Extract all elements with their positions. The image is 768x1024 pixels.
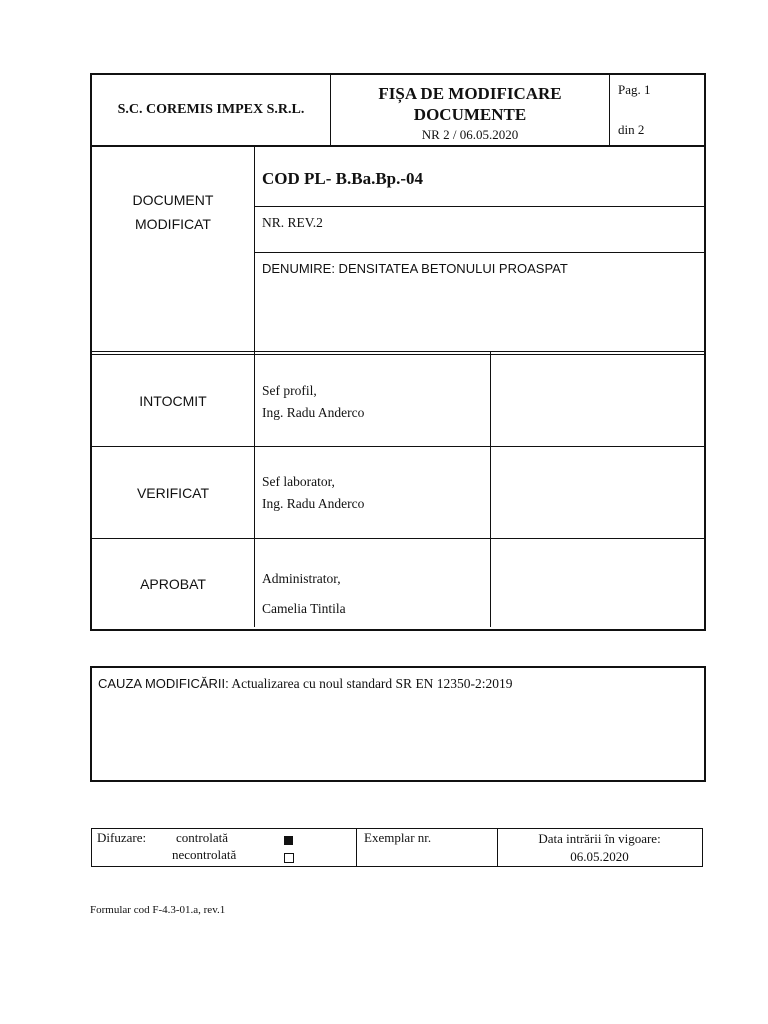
page-total: din 2 <box>618 122 645 137</box>
cause-text <box>98 676 513 692</box>
column-divider <box>490 352 491 627</box>
form-code: Formular cod F-4.3-01.a, rev.1 <box>90 904 226 916</box>
uncontrolled-checkbox[interactable] <box>284 853 294 863</box>
form-number: NR 2 / 06.05.2020 <box>421 127 519 142</box>
company-name: S.C. COREMIS IMPEX S.R.L. <box>117 102 305 117</box>
section-divider <box>92 351 704 352</box>
effective-date-label: Data intrării în vigoare: <box>538 831 661 846</box>
row-divider <box>92 538 704 539</box>
row-divider <box>92 446 704 447</box>
row-divider <box>255 252 704 253</box>
form-title-line1: FIȘA DE MODIFICARE <box>378 84 562 103</box>
controlled-label: controlată <box>176 830 228 845</box>
effective-date-cell <box>498 830 701 866</box>
role-intocmit: INTOCMIT <box>139 393 207 409</box>
row-divider <box>255 206 704 207</box>
column-divider <box>356 828 357 867</box>
section-divider <box>92 354 704 355</box>
document-modified-label: DOCUMENT MODIFICAT <box>132 192 214 232</box>
effective-date-value: 06.05.2020 <box>570 849 629 864</box>
form-title-line2: DOCUMENTE <box>413 105 527 124</box>
controlled-checkbox[interactable] <box>284 836 293 845</box>
uncontrolled-label: necontrolată <box>172 847 237 862</box>
role-aprobat: APROBAT <box>140 576 206 592</box>
document-code: COD PL- B.Ba.Bp.-04 <box>262 169 424 188</box>
cause-label: CAUZA MODIFICĂRII: <box>98 676 229 691</box>
copy-number-label: Exemplar nr. <box>364 830 432 845</box>
distribution-label: Difuzare: <box>97 830 147 845</box>
signer-aprobat: Administrator, Camelia Tintila <box>262 571 346 616</box>
document-revision: NR. REV.2 <box>262 215 323 230</box>
signer-intocmit: Sef profil, Ing. Radu Anderco <box>262 383 365 420</box>
document-name: DENUMIRE: DENSITATEA BETONULUI PROASPAT <box>262 261 568 276</box>
signer-verificat: Sef laborator, Ing. Radu Anderco <box>262 474 365 511</box>
column-divider <box>254 147 255 627</box>
page-number: Pag. 1 <box>618 82 651 97</box>
form-title-cell <box>330 75 610 145</box>
role-verificat: VERIFICAT <box>136 485 210 501</box>
cause-value: Actualizarea cu noul standard SR EN 12350-2:2019 <box>231 676 513 691</box>
